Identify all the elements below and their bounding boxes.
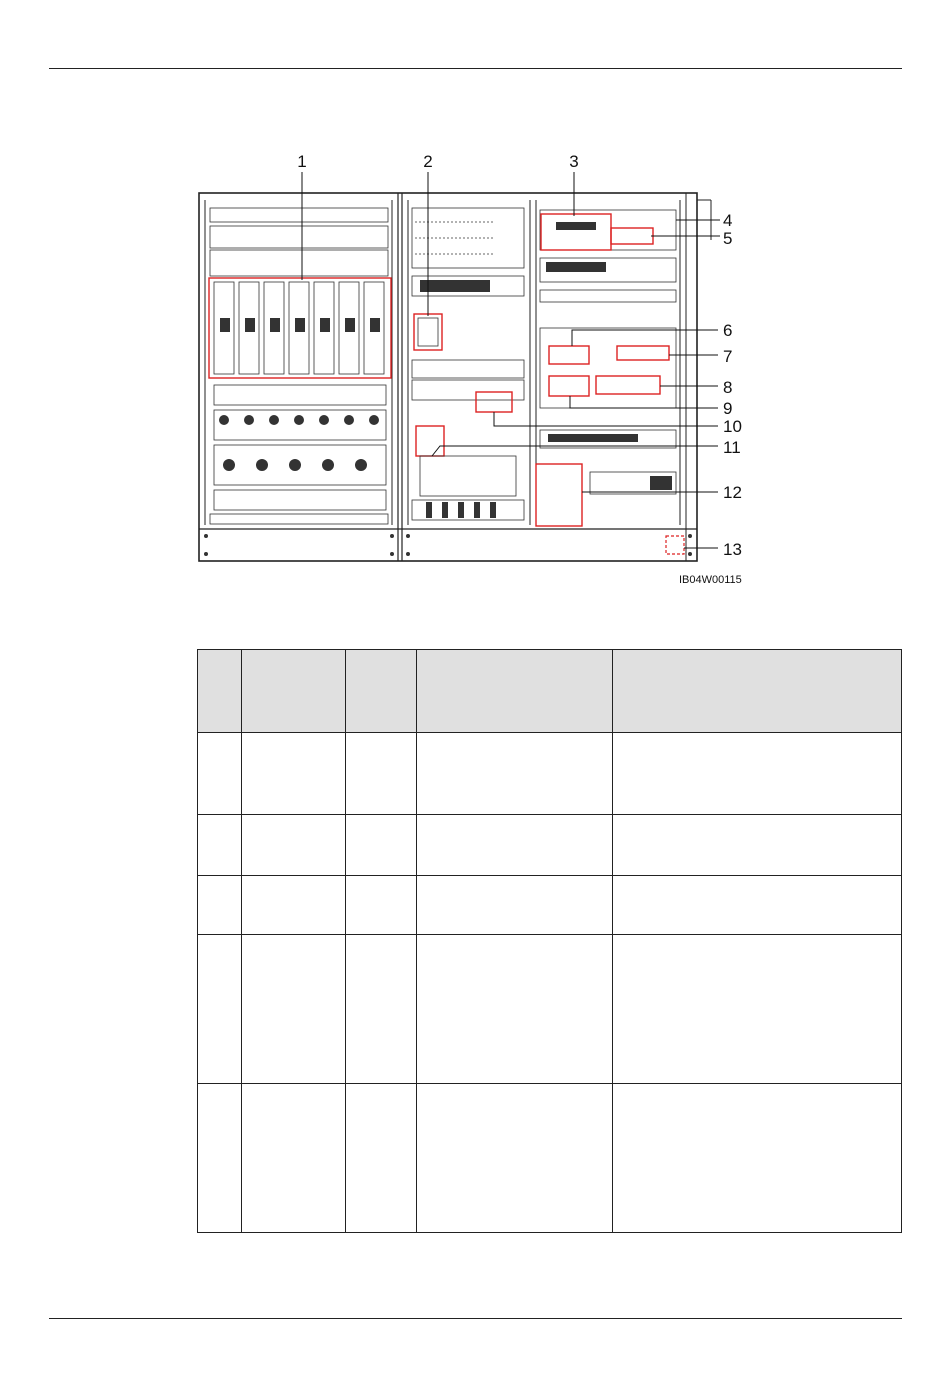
callout-3: 3 xyxy=(569,152,579,171)
table-cell xyxy=(417,815,613,876)
callout-7: 7 xyxy=(723,347,733,366)
callout-6: 6 xyxy=(723,321,733,340)
callout-12: 12 xyxy=(723,483,742,502)
table-cell xyxy=(198,650,242,733)
table-cell xyxy=(417,1084,613,1233)
table-cell xyxy=(242,815,346,876)
table-cell xyxy=(242,876,346,935)
table-row xyxy=(198,815,902,876)
table-cell xyxy=(346,815,417,876)
right-terminals xyxy=(546,222,672,490)
spec-table xyxy=(197,649,902,1233)
table-cell xyxy=(417,935,613,1084)
left-terminals xyxy=(219,318,380,471)
cabinet-figure xyxy=(0,0,950,600)
callout-9: 9 xyxy=(723,399,733,418)
callout-8: 8 xyxy=(723,378,733,397)
table-cell xyxy=(613,650,902,733)
table-cell xyxy=(198,876,242,935)
table-cell xyxy=(417,733,613,815)
table-row xyxy=(198,935,902,1084)
table-row xyxy=(198,876,902,935)
figure-id: IB04W00115 xyxy=(679,574,742,586)
table-cell xyxy=(198,733,242,815)
table-cell xyxy=(242,650,346,733)
left-section xyxy=(209,208,391,524)
callout-10: 10 xyxy=(723,417,742,436)
table-row xyxy=(198,733,902,815)
callout-2: 2 xyxy=(423,152,433,171)
table-cell xyxy=(198,1084,242,1233)
table-cell xyxy=(198,935,242,1084)
right-section xyxy=(536,210,684,554)
table-cell xyxy=(346,876,417,935)
base-holes xyxy=(204,534,692,556)
callout-13: 13 xyxy=(723,540,742,559)
callout-1: 1 xyxy=(297,152,307,171)
footer-rule xyxy=(49,1318,902,1319)
table-cell xyxy=(346,733,417,815)
callout-4: 4 xyxy=(723,211,733,230)
table-cell xyxy=(613,935,902,1084)
table-cell xyxy=(198,815,242,876)
table-row xyxy=(198,1084,902,1233)
middle-terminals xyxy=(420,280,496,518)
table-cell xyxy=(613,1084,902,1233)
table-cell xyxy=(346,1084,417,1233)
table-cell xyxy=(242,1084,346,1233)
table-cell xyxy=(417,650,613,733)
table-cell xyxy=(613,815,902,876)
table-cell xyxy=(417,876,613,935)
table-cell xyxy=(346,935,417,1084)
table-cell xyxy=(242,733,346,815)
middle-section xyxy=(412,208,524,520)
table-cell xyxy=(242,935,346,1084)
callout-5: 5 xyxy=(723,229,733,248)
callout-11: 11 xyxy=(723,438,741,457)
table-cell xyxy=(613,876,902,935)
table-header-row xyxy=(198,650,902,733)
table-cell xyxy=(613,733,902,815)
table-cell xyxy=(346,650,417,733)
